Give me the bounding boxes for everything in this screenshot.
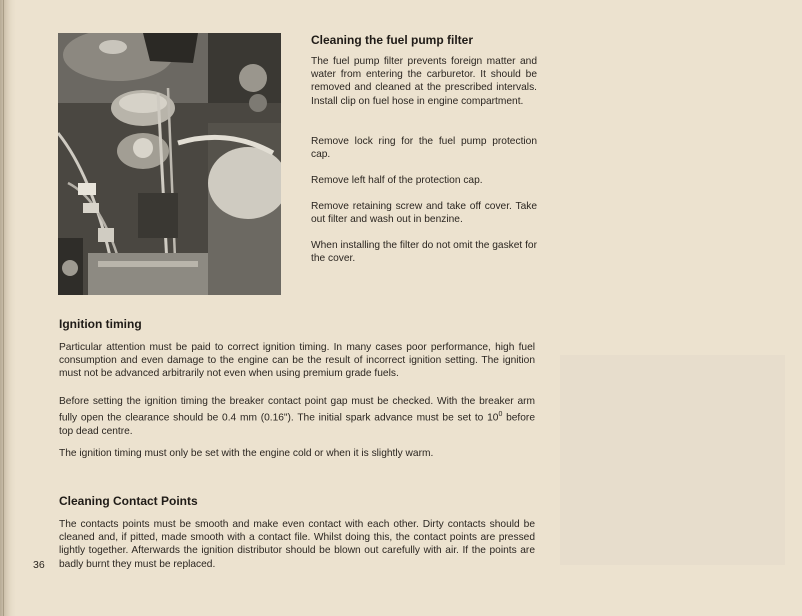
fuel-pump-paragraph-2: Remove lock ring for the fuel pump protection cap. — [311, 136, 537, 161]
contact-points-heading: Cleaning Contact Points — [59, 494, 198, 508]
contact-points-paragraph: The contacts points must be smooth and make even contact with each other. Dirty contacts should be cleaned and, if pitted, made smooth with a contact file. Whilst doing this, the contact points are pressed lightly together. Afterwards the ignition distributor should be blown out carefully with air. If the points are badly burnt they must be replaced. — [59, 519, 535, 570]
ignition-paragraph-1: Particular attention must be paid to correct ignition timing. In many cases poor performance, high fuel consumption and even damage to the engine can be the result of incorrect ignition setting. The ignition must not be advanced arbitrarily not even when using premium grade fuels. — [59, 342, 535, 380]
ignition-paragraph-2-text: Before setting the ignition timing the breaker contact point gap must be checked. With the breaker arm fully open the clearance should be 0.4 mm (0.16"). The initial spark advance must be set to 10 — [59, 396, 535, 424]
ignition-timing-heading: Ignition timing — [59, 317, 142, 331]
ignition-paragraph-2-end: before top dead centre. — [59, 412, 535, 437]
ignition-paragraph-2 — [59, 395, 535, 438]
fuel-pump-paragraph-5: When installing the filter do not omit the gasket for the cover. — [311, 240, 537, 265]
fuel-pump-paragraph-1: The fuel pump filter prevents foreign matter and water from entering the carburetor. It should be removed and cleaned at the prescribed intervals. Install clip on fuel hose in engine compartment. — [311, 56, 537, 107]
fuel-pump-paragraph-3: Remove left half of the protection cap. — [311, 175, 483, 186]
page-binding-edge — [0, 0, 16, 616]
page-number: 36 — [33, 559, 45, 571]
fuel-pump-paragraph-4: Remove retaining screw and take off cover. Take out filter and wash out in benzine. — [311, 201, 537, 226]
engine-photo — [58, 33, 281, 295]
fuel-pump-heading: Cleaning the fuel pump filter — [311, 33, 474, 47]
show-through-shadow — [560, 355, 785, 565]
degree-symbol: 0 — [498, 411, 503, 419]
ignition-paragraph-3: The ignition timing must only be set with the engine cold or when it is slightly warm. — [59, 448, 434, 459]
